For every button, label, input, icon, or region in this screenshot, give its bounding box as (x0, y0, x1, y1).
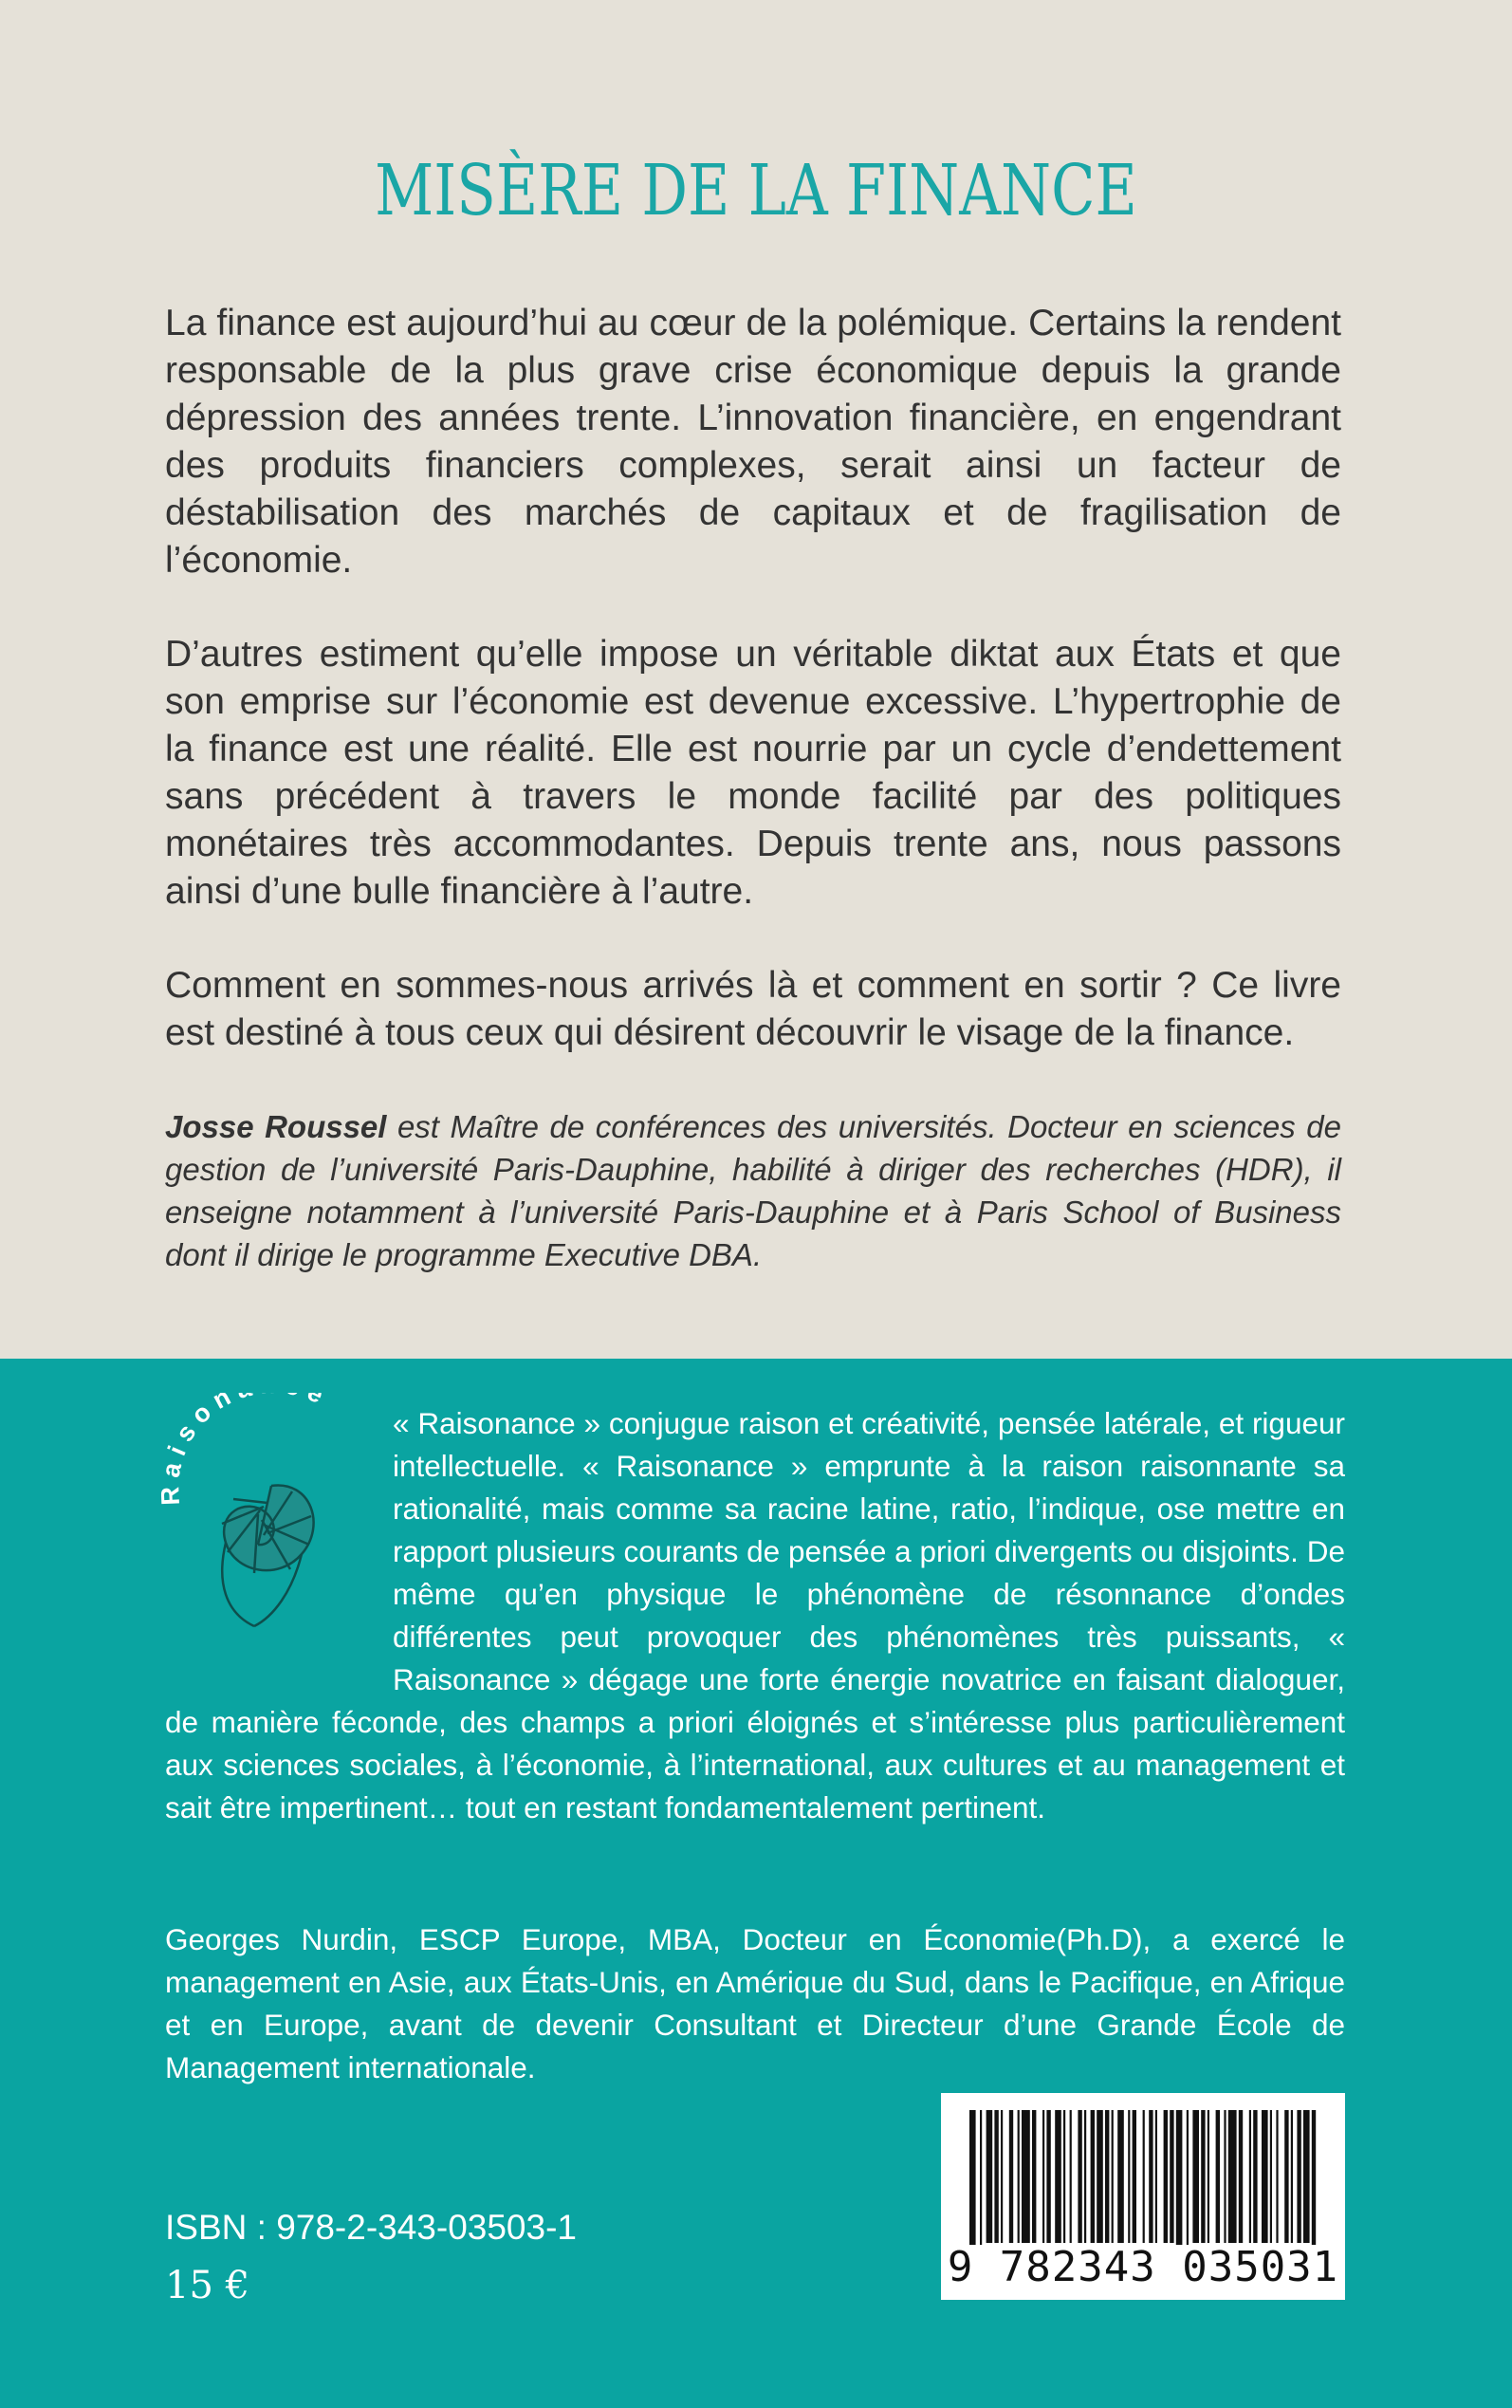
barcode-bar (1046, 2110, 1050, 2243)
barcode-bar (1276, 2110, 1278, 2243)
price: 15 € (165, 2264, 250, 2307)
barcode-bar (1055, 2110, 1061, 2243)
collection-description-text: « Raisonance » conjugue raison et créativité, pensée latérale, et rigueur intellectuelle. « Raisonance » emprunte à la raison raisonnante sa rationalité, mais comme sa racine latine, ratio, l’indique, ose mettre en rapport plusieurs courants de pensée a priori divergents ou disjoints. De même qu’en physique le phénomène de résonnance d’ondes différentes peut provoquer des phénomènes très puissants, « Raisonance » dégage une forte énergie novatrice en faisant dialoguer, de manière féconde, des champs a priori éloignés et s’intéresse plus particulièrement aux sciences sociales, à l’économie, à l’international, aux cultures et au management et sait être impertinent… tout en restant fondamentalement pertinent. (165, 1406, 1345, 1825)
barcode-bar (994, 2110, 998, 2243)
collection-description (165, 1402, 1345, 1829)
logo-spacer (165, 1402, 393, 1693)
barcode-bar (1097, 2110, 1103, 2243)
barcode-bar (1176, 2110, 1183, 2245)
barcode-bar (1105, 2110, 1109, 2243)
barcode-bar (1239, 2110, 1243, 2243)
barcode-bar (1022, 2110, 1030, 2243)
barcode-bar (1091, 2110, 1095, 2243)
barcode-bar (1192, 2110, 1199, 2243)
barcode-bar (1112, 2110, 1114, 2243)
author-bio (165, 1105, 1341, 1276)
barcode-bar (1149, 2110, 1152, 2243)
barcode-bar (1042, 2110, 1044, 2243)
collection-logo-text: aison e (159, 1393, 336, 1480)
book-title: MISÈRE DE LA FINANCE (375, 150, 1137, 232)
barcode-bar (1155, 2110, 1157, 2243)
barcode-bar (1018, 2110, 1020, 2243)
barcode-bar (1032, 2110, 1036, 2243)
barcode (941, 2093, 1345, 2300)
barcode-bar (1216, 2110, 1220, 2243)
isbn: ISBN : 978-2-343-03503-1 (165, 2208, 577, 2247)
barcode-number: 9 782343 035031 (947, 2243, 1339, 2291)
blurb-paragraph-1: La finance est aujourd’hui au cœur de la polémique. Certains la rendent responsable de la plus grave crise économique depuis la grande dépression des années trente. L’innovation financière, en engendrant des produits financiers complexes, serait ainsi un facteur de déstabilisation des marchés de capitaux et de fragilisation de l’économie. (165, 303, 1341, 581)
barcode-bar (969, 2110, 976, 2245)
barcode-bar (1312, 2110, 1316, 2245)
barcode-bar (1291, 2110, 1293, 2243)
barcode-bar (1262, 2110, 1268, 2243)
barcode-bar (1133, 2110, 1136, 2243)
collection-director-bio: Georges Nurdin, ESCP Europe, MBA, Docteur en Économie(Ph.D), a exercé le management en Asie, aux États-Unis, en Amérique du Sud, dans le Pacifique, en Afrique et en Europe, avant de devenir Consultant et Directeur d’une Grande École de Management internationale. (165, 1922, 1345, 2084)
barcode-bar (1303, 2110, 1310, 2243)
author-name: Josse Roussel (165, 1109, 387, 1144)
barcode-bar (1117, 2110, 1124, 2243)
barcode-bar (1084, 2110, 1086, 2243)
barcode-bar (986, 2110, 993, 2243)
barcode-bar (1224, 2110, 1226, 2243)
barcode-bar (1228, 2110, 1237, 2243)
barcode-bar (1143, 2110, 1145, 2243)
barcode-bar (1001, 2110, 1003, 2243)
blurb-paragraph-2: D’autres estiment qu’elle impose un véritable diktat aux États et que son emprise sur l’économie est devenue excessive. L’hypertrophie de la finance est une réalité. Elle est nourrie par un cycle d’endettement sans précédent à travers le monde facilité par des politiques monétaires très accommodantes. Depuis trente ans, nous passons ainsi d’une bulle financière à l’autre. (165, 634, 1341, 912)
barcode-bar (1009, 2110, 1013, 2243)
barcode-bar (1170, 2110, 1173, 2243)
barcode-bar (1078, 2110, 1081, 2243)
barcode-bar (1249, 2110, 1251, 2243)
blurb-paragraph-3: Comment en sommes-nous arrivés là et comment en sortir ? Ce livre est destiné à tous ceux qui désirent découvrir le visage de la finance. (165, 965, 1341, 1053)
barcode-bar (1063, 2110, 1065, 2243)
barcode-bar (1270, 2110, 1272, 2243)
barcode-bar (1253, 2110, 1257, 2243)
barcode-bar (1284, 2110, 1288, 2243)
barcode-bar (1164, 2110, 1168, 2243)
barcode-bar (1070, 2110, 1072, 2243)
author-bio-text: est Maître de conférences des universités. Docteur en sciences de gestion de l’université Paris-Dauphine, habilité à diriger des recherches (HDR), il enseigne notamment à l’université Paris-Dauphine et à Paris School of Business dont il dirige le programme Executive DBA. (165, 1109, 1341, 1272)
barcode-bar (1128, 2110, 1130, 2243)
barcode-bar (1187, 2110, 1189, 2245)
barcode-bar (1208, 2110, 1209, 2243)
barcode-bar (1201, 2110, 1205, 2243)
barcode-bar (980, 2110, 982, 2245)
barcode-bar (1297, 2110, 1300, 2243)
barcode-bars (941, 2093, 1345, 2245)
